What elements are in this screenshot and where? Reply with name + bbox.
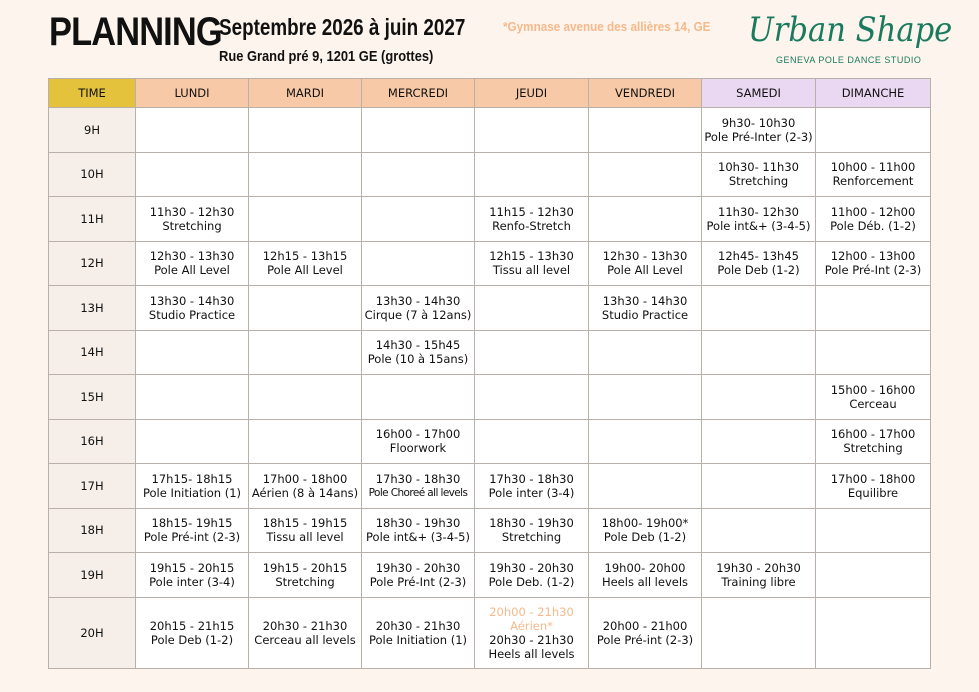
slot-jeudi (475, 419, 589, 464)
class-name: Pole inter (3-4) (488, 485, 575, 500)
class-name: Tissu all level (492, 263, 571, 278)
slot-samedi (702, 464, 816, 509)
table-row (49, 553, 931, 598)
slot-dimanche (816, 597, 931, 668)
slot-mardi (249, 108, 362, 153)
class-name: Stretching (501, 530, 562, 545)
slot-mercredi (362, 197, 475, 242)
slot-samedi (702, 375, 816, 420)
class-name: Pole Initiation (1) (368, 632, 468, 647)
slot-vendredi (589, 464, 702, 509)
class-time: 14h30 - 15h45 (375, 338, 461, 353)
slot-dimanche (816, 330, 931, 375)
class-time: 10h00 - 11h00 (830, 160, 916, 175)
hour-label: 14H (49, 330, 136, 375)
slot-vendredi (589, 597, 702, 668)
logo-tagline: GENEVA POLE DANCE STUDIO (776, 55, 922, 65)
hour-label: 13H (49, 286, 136, 331)
slot-lundi (136, 241, 249, 286)
slot-samedi (702, 508, 816, 553)
slot-mercredi (362, 152, 475, 197)
column-header-mardi: MARDI (249, 79, 362, 108)
class-name: Training libre (721, 574, 796, 589)
slot-lundi (136, 464, 249, 509)
class-time: 17h00 - 18h00 (262, 471, 348, 486)
class-name: Aérien (8 à 14ans) (251, 485, 359, 500)
slot-mercredi (362, 286, 475, 331)
table-row (49, 286, 931, 331)
hour-label: 18H (49, 508, 136, 553)
slot-vendredi (589, 375, 702, 420)
class-name: Pole Deb (1-2) (150, 632, 234, 647)
slot-lundi (136, 597, 249, 668)
slot-vendredi (589, 108, 702, 153)
table-row (49, 419, 931, 464)
slot-vendredi (589, 553, 702, 598)
slot-vendredi (589, 508, 702, 553)
slot-mardi (249, 597, 362, 668)
table-row (49, 597, 931, 668)
slot-dimanche (816, 108, 931, 153)
season-subtitle: Septembre 2026 à juin 2027 (219, 14, 466, 40)
class-name: Pole All Level (607, 263, 683, 278)
slot-mardi (249, 152, 362, 197)
class-name: Renfo-Stretch (492, 218, 571, 233)
class-name: Heels all levels (601, 574, 689, 589)
class-time: 18h30 - 19h30 (489, 516, 574, 531)
slot-dimanche (816, 553, 931, 598)
class-time: 20h30 - 21h30 (489, 632, 574, 647)
slot-mercredi (362, 553, 475, 598)
slot-mercredi (362, 241, 475, 286)
slot-dimanche (816, 152, 931, 197)
slot-lundi (136, 286, 249, 331)
class-time: 10h30- 11h30 (718, 160, 799, 175)
hour-label: 12H (49, 241, 136, 286)
class-time: 12h15 - 13h30 (489, 249, 574, 264)
slot-dimanche (816, 464, 931, 509)
schedule-table (48, 78, 931, 669)
slot-mardi (249, 286, 362, 331)
column-header-lundi: LUNDI (136, 79, 249, 108)
slot-dimanche (816, 197, 931, 242)
table-row (49, 375, 931, 420)
class-time: 19h15 - 20h15 (149, 560, 235, 575)
slot-mardi (249, 241, 362, 286)
class-name: Pole Pré-Inter (2-3) (704, 129, 813, 144)
slot-jeudi (475, 197, 589, 242)
slot-dimanche (816, 286, 931, 331)
slot-jeudi (475, 464, 589, 509)
slot-mercredi (362, 597, 475, 668)
class-name: Heels all levels (488, 646, 575, 661)
class-time: 11h15 - 12h30 (489, 204, 574, 219)
class-time: 11h30 - 12h30 (149, 204, 235, 219)
class-name: Studio Practice (148, 307, 236, 322)
class-time: 16h00 - 17h00 (830, 427, 916, 442)
slot-jeudi (475, 330, 589, 375)
slot-jeudi (475, 375, 589, 420)
class-name: Pole All Level (267, 263, 343, 278)
header-row (49, 79, 931, 108)
slot-dimanche (816, 241, 931, 286)
table-row (49, 508, 931, 553)
class-time: 11h30- 12h30 (718, 204, 799, 219)
class-time: 17h30 - 18h30 (375, 471, 461, 486)
slot-samedi (702, 241, 816, 286)
class-time: 9h30- 10h30 (721, 115, 796, 130)
class-time: 20h30 - 21h30 (375, 618, 461, 633)
class-time: 15h00 - 16h00 (830, 382, 916, 397)
slot-samedi (702, 152, 816, 197)
slot-samedi (702, 197, 816, 242)
hour-label: 11H (49, 197, 136, 242)
slot-lundi (136, 152, 249, 197)
class-time: 17h00 - 18h00 (830, 471, 916, 486)
class-time: 20h30 - 21h30 (262, 618, 348, 633)
slot-mardi (249, 375, 362, 420)
slot-jeudi (475, 597, 589, 668)
slot-samedi (702, 286, 816, 331)
class-name: Equilibre (847, 485, 899, 500)
class-name: Pole Initiation (1) (142, 485, 242, 500)
slot-lundi (136, 375, 249, 420)
slot-samedi (702, 553, 816, 598)
slot-mardi (249, 197, 362, 242)
class-time: 18h00- 19h00* (601, 516, 689, 531)
table-row (49, 464, 931, 509)
class-name: Floorwork (389, 441, 447, 456)
slot-mardi (249, 419, 362, 464)
hour-label: 19H (49, 553, 136, 598)
slot-jeudi (475, 553, 589, 598)
class-name: Pole Pré-Int (2-3) (369, 574, 467, 589)
hour-label: 20H (49, 597, 136, 668)
class-name: Cirque (7 à 12ans) (364, 307, 472, 322)
slot-lundi (136, 508, 249, 553)
class-name: Pole Deb (1-2) (603, 530, 687, 545)
class-time: 18h30 - 19h30 (375, 516, 461, 531)
class-time: 13h30 - 14h30 (149, 293, 235, 308)
class-name: Pole Deb. (1-2) (488, 574, 575, 589)
studio-address: Rue Grand pré 9, 1201 GE (grottes) (219, 48, 434, 65)
class-time: 19h30 - 20h30 (375, 560, 461, 575)
column-header-samedi: SAMEDI (702, 79, 816, 108)
class-time: 18h15- 19h15 (151, 516, 233, 531)
slot-vendredi (589, 241, 702, 286)
class-name: Studio Practice (601, 307, 689, 322)
slot-jeudi (475, 152, 589, 197)
column-header-jeudi: JEUDI (475, 79, 589, 108)
slot-vendredi (589, 152, 702, 197)
class-name: Pole Pré-Int (2-3) (824, 263, 922, 278)
slot-mardi (249, 553, 362, 598)
class-name: Pole int&+ (3-4-5) (706, 218, 811, 233)
class-time: 20h00 - 21h30 (489, 604, 574, 619)
class-name: Stretching (843, 441, 903, 456)
column-header-dimanche: DIMANCHE (816, 79, 931, 108)
class-time: 19h00- 20h00 (604, 560, 686, 575)
class-name: Stretching (162, 218, 222, 233)
class-time: 19h15 - 20h15 (262, 560, 348, 575)
class-time: 12h00 - 13h00 (830, 249, 916, 264)
slot-mercredi (362, 464, 475, 509)
page-title: PLANNING (49, 10, 222, 54)
hour-label: 16H (49, 419, 136, 464)
slot-lundi (136, 330, 249, 375)
class-name: Pole All Level (154, 263, 230, 278)
table-row (49, 197, 931, 242)
class-name: Cerceau (849, 396, 897, 411)
class-name: Pole int&+ (3-4-5) (366, 530, 470, 545)
slot-lundi (136, 197, 249, 242)
class-time: 19h30 - 20h30 (489, 560, 574, 575)
class-time: 18h15 - 19h15 (262, 516, 348, 531)
class-name: Renforcement (832, 174, 914, 189)
hour-label: 9H (49, 108, 136, 153)
slot-vendredi (589, 286, 702, 331)
class-time: 12h30 - 13h30 (149, 249, 235, 264)
slot-samedi (702, 108, 816, 153)
slot-vendredi (589, 419, 702, 464)
table-row (49, 330, 931, 375)
gym-note: *Gymnase avenue des allières 14, GE (503, 19, 711, 34)
slot-samedi (702, 330, 816, 375)
class-time: 12h30 - 13h30 (602, 249, 688, 264)
class-time: 20h00 - 21h00 (602, 618, 688, 633)
class-name: Pole Deb (1-2) (717, 263, 800, 278)
slot-vendredi (589, 330, 702, 375)
slot-mercredi (362, 108, 475, 153)
class-time: 19h30 - 20h30 (716, 560, 801, 575)
class-name: Stretching (728, 174, 789, 189)
column-header-mercredi: MERCREDI (362, 79, 475, 108)
class-time: 17h15- 18h15 (151, 471, 233, 486)
slot-jeudi (475, 108, 589, 153)
class-name: Pole Pré-int (2-3) (596, 632, 694, 647)
table-row (49, 152, 931, 197)
column-header-time: TIME (49, 79, 136, 108)
slot-dimanche (816, 508, 931, 553)
slot-samedi (702, 419, 816, 464)
slot-lundi (136, 553, 249, 598)
column-header-vendredi: VENDREDI (589, 79, 702, 108)
class-time: 13h30 - 14h30 (375, 293, 461, 308)
slot-mardi (249, 330, 362, 375)
urban-shape-logo: Urban Shape (748, 10, 953, 50)
slot-jeudi (475, 241, 589, 286)
slot-mardi (249, 508, 362, 553)
hour-label: 17H (49, 464, 136, 509)
class-name: Pole (10 à 15ans) (367, 352, 469, 367)
slot-mercredi (362, 508, 475, 553)
table-row (49, 241, 931, 286)
slot-samedi (702, 597, 816, 668)
class-name: Stretching (275, 574, 335, 589)
class-name: Tissu all level (266, 530, 344, 545)
slot-vendredi (589, 197, 702, 242)
class-time: 11h00 - 12h00 (830, 204, 916, 219)
hour-label: 15H (49, 375, 136, 420)
table-row (49, 108, 931, 153)
slot-lundi (136, 419, 249, 464)
class-name: Aérien* (510, 618, 553, 633)
class-time: 17h30 - 18h30 (489, 471, 574, 486)
slot-lundi (136, 108, 249, 153)
slot-jeudi (475, 286, 589, 331)
slot-mercredi (362, 375, 475, 420)
slot-mercredi (362, 419, 475, 464)
class-name: Pole Déb. (1-2) (830, 218, 916, 233)
class-name: Cerceau all levels (254, 632, 356, 647)
slot-mercredi (362, 330, 475, 375)
slot-jeudi (475, 508, 589, 553)
hour-label: 10H (49, 152, 136, 197)
class-time: 12h15 - 13h15 (262, 249, 348, 264)
class-name: Pole Pré-int (2-3) (143, 530, 241, 545)
slot-dimanche (816, 375, 931, 420)
class-name: Pole Choreé all levels (368, 486, 468, 499)
class-time: 20h15 - 21h15 (149, 618, 235, 633)
class-name: Pole inter (3-4) (149, 574, 235, 589)
slot-mardi (249, 464, 362, 509)
class-time: 13h30 - 14h30 (602, 293, 688, 308)
class-time: 16h00 - 17h00 (375, 427, 461, 442)
class-time: 12h45- 13h45 (718, 249, 799, 264)
slot-dimanche (816, 419, 931, 464)
